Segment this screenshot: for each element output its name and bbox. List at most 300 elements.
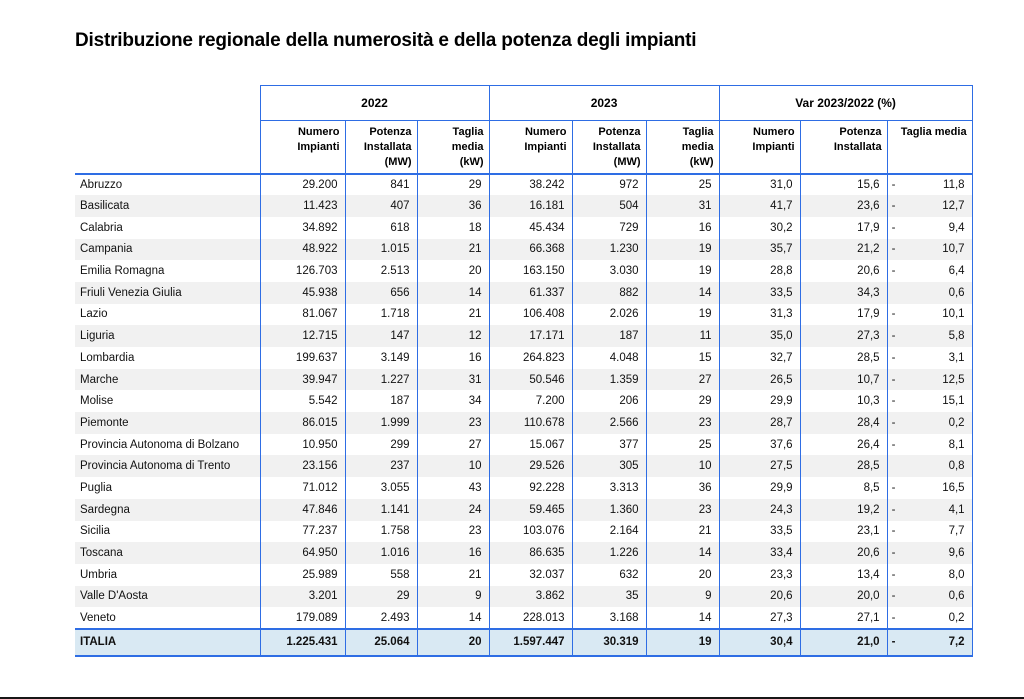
column-header-2022-1: Potenza Installata (MW) (345, 121, 417, 174)
value-cell: 21 (417, 239, 489, 261)
value-cell: 103.076 (489, 521, 572, 543)
value-cell: 10 (417, 455, 489, 477)
var-taglia-cell (887, 304, 972, 326)
value-cell: 25 (646, 434, 719, 456)
value-cell: 299 (345, 434, 417, 456)
value-cell: 29 (646, 390, 719, 412)
column-group-2022: 2022 (260, 86, 489, 121)
value-cell: 26,5 (719, 369, 800, 391)
table-row (75, 607, 972, 629)
var-taglia-cell (887, 217, 972, 239)
var-taglia-cell (887, 390, 972, 412)
value-cell: 25 (646, 174, 719, 196)
value-cell: 21 (646, 521, 719, 543)
value-cell: 2.164 (572, 521, 646, 543)
value-cell: 1.597.447 (489, 629, 572, 656)
value-cell: 29,9 (719, 390, 800, 412)
region-cell: Sicilia (80, 525, 111, 538)
table-row (75, 564, 972, 586)
value-cell: 26,4 (800, 434, 887, 456)
value-cell: 27,3 (719, 607, 800, 629)
negative-sign: - (891, 525, 896, 538)
column-header-2023-1: Potenza Installata (MW) (572, 121, 646, 174)
column-group-2023: 2023 (489, 86, 719, 121)
value-cell: 23 (646, 412, 719, 434)
value-cell: 305 (572, 455, 646, 477)
value-cell: 9 (646, 586, 719, 608)
value-cell: 17.171 (489, 325, 572, 347)
value-cell: 39.947 (260, 369, 345, 391)
value-cell: 1.230 (572, 239, 646, 261)
region-cell: Lombardia (80, 351, 135, 364)
table-body (75, 174, 972, 656)
value-cell: 34,3 (800, 282, 887, 304)
value-cell: 16.181 (489, 195, 572, 217)
value-cell: 92.228 (489, 477, 572, 499)
value-cell: 1.718 (345, 304, 417, 326)
value-cell: 10,7 (800, 369, 887, 391)
var-taglia-value: 15,1 (942, 395, 965, 408)
value-cell: 20 (417, 260, 489, 282)
value-cell: 27 (417, 434, 489, 456)
region-cell: Emilia Romagna (80, 265, 165, 278)
value-cell: 9 (417, 586, 489, 608)
value-cell: 16 (417, 542, 489, 564)
value-cell: 21 (417, 304, 489, 326)
value-cell: 37,6 (719, 434, 800, 456)
value-cell: 23 (417, 521, 489, 543)
value-cell: 28,4 (800, 412, 887, 434)
value-cell: 20 (417, 629, 489, 656)
value-cell: 20,0 (800, 586, 887, 608)
table-row (75, 239, 972, 261)
region-cell: Veneto (80, 611, 116, 624)
value-cell: 264.823 (489, 347, 572, 369)
value-cell: 32.037 (489, 564, 572, 586)
var-taglia-cell (887, 412, 972, 434)
value-cell: 20,6 (800, 542, 887, 564)
var-taglia-cell (887, 434, 972, 456)
var-taglia-value: 6,4 (948, 265, 965, 278)
value-cell: 25.064 (345, 629, 417, 656)
regional-distribution-table (75, 85, 973, 657)
value-cell: 12 (417, 325, 489, 347)
var-taglia-cell (887, 347, 972, 369)
table-row (75, 390, 972, 412)
value-cell: 206 (572, 390, 646, 412)
var-taglia-value: 0,6 (948, 286, 965, 299)
var-taglia-value: 0,8 (948, 460, 965, 473)
var-taglia-value: 3,1 (948, 351, 965, 364)
table-row (75, 217, 972, 239)
value-cell: 3.862 (489, 586, 572, 608)
value-cell: 126.703 (260, 260, 345, 282)
value-cell: 199.637 (260, 347, 345, 369)
value-cell: 1.016 (345, 542, 417, 564)
table-row (75, 586, 972, 608)
var-taglia-cell (887, 629, 972, 656)
distribution-table-wrap (75, 85, 973, 657)
value-cell: 33,4 (719, 542, 800, 564)
value-cell: 3.030 (572, 260, 646, 282)
value-cell: 59.465 (489, 499, 572, 521)
var-taglia-value: 0,2 (948, 416, 965, 429)
value-cell: 29 (417, 174, 489, 196)
region-cell: Puglia (80, 481, 112, 494)
value-cell: 50.546 (489, 369, 572, 391)
value-cell: 5.542 (260, 390, 345, 412)
value-cell: 3.168 (572, 607, 646, 629)
region-cell: Valle D'Aosta (75, 586, 260, 608)
var-taglia-cell (887, 586, 972, 608)
region-cell: Friuli Venezia Giulia (75, 282, 260, 304)
value-cell: 7.200 (489, 390, 572, 412)
value-cell: 29.526 (489, 455, 572, 477)
value-cell: 17,9 (800, 217, 887, 239)
value-cell: 1.360 (572, 499, 646, 521)
var-taglia-value: 16,5 (942, 481, 965, 494)
var-taglia-cell (887, 477, 972, 499)
negative-sign: - (891, 243, 896, 256)
value-cell: 882 (572, 282, 646, 304)
value-cell: 1.758 (345, 521, 417, 543)
value-cell: 377 (572, 434, 646, 456)
table-row (75, 477, 972, 499)
value-cell: 3.055 (345, 477, 417, 499)
value-cell: 14 (646, 607, 719, 629)
var-taglia-cell (887, 369, 972, 391)
value-cell: 25.989 (260, 564, 345, 586)
value-cell: 106.408 (489, 304, 572, 326)
region-cell: Piemonte (75, 412, 260, 434)
negative-sign: - (891, 221, 896, 234)
region-cell: Liguria (75, 325, 260, 347)
value-cell: 10.950 (260, 434, 345, 456)
var-taglia-value: 12,5 (942, 373, 965, 386)
value-cell: 30,4 (719, 629, 800, 656)
negative-sign: - (891, 503, 896, 516)
table-row (75, 521, 972, 543)
value-cell: 33,5 (719, 521, 800, 543)
column-group-var-2023-2022: Var 2023/2022 (%) (719, 86, 972, 121)
value-cell: 15,6 (800, 174, 887, 196)
value-cell: 10 (646, 455, 719, 477)
column-header-var-2023-2022-2: Taglia media (887, 121, 972, 174)
value-cell: 48.922 (260, 239, 345, 261)
value-cell: 237 (345, 455, 417, 477)
table-row (75, 282, 972, 304)
value-cell: 35,0 (719, 325, 800, 347)
value-cell: 656 (345, 282, 417, 304)
var-taglia-value: 10,1 (942, 308, 965, 321)
value-cell: 19,2 (800, 499, 887, 521)
region-cell: Calabria (80, 221, 123, 234)
value-cell: 14 (417, 282, 489, 304)
region-cell: Sardegna (75, 499, 260, 521)
value-cell: 86.635 (489, 542, 572, 564)
value-cell: 20,6 (719, 586, 800, 608)
var-taglia-value: 8,0 (948, 568, 965, 581)
var-taglia-cell (887, 282, 972, 304)
region-cell: Provincia Autonoma di Bolzano (80, 438, 240, 451)
column-header-2022-2: Taglia media (kW) (417, 121, 489, 174)
value-cell: 3.313 (572, 477, 646, 499)
var-taglia-value: 10,7 (942, 243, 965, 256)
table-row (75, 260, 972, 282)
value-cell: 61.337 (489, 282, 572, 304)
value-cell: 32,7 (719, 347, 800, 369)
var-taglia-cell (887, 260, 972, 282)
value-cell: 86.015 (260, 412, 345, 434)
value-cell: 972 (572, 174, 646, 196)
value-cell: 81.067 (260, 304, 345, 326)
value-cell: 24,3 (719, 499, 800, 521)
value-cell: 14 (646, 282, 719, 304)
negative-sign: - (891, 373, 896, 386)
value-cell: 12.715 (260, 325, 345, 347)
table-row (75, 347, 972, 369)
value-cell: 23,3 (719, 564, 800, 586)
value-cell: 28,5 (800, 455, 887, 477)
value-cell: 1.999 (345, 412, 417, 434)
value-cell: 28,5 (800, 347, 887, 369)
var-taglia-value: 9,6 (948, 547, 965, 560)
var-taglia-cell (887, 239, 972, 261)
var-taglia-value: 11,8 (943, 178, 965, 191)
value-cell: 11.423 (260, 195, 345, 217)
region-cell: Abruzzo (80, 178, 123, 191)
value-cell: 31,3 (719, 304, 800, 326)
value-cell: 21,2 (800, 239, 887, 261)
value-cell: 15.067 (489, 434, 572, 456)
var-taglia-value: 4,1 (948, 503, 965, 516)
value-cell: 19 (646, 239, 719, 261)
value-cell: 30,2 (719, 217, 800, 239)
value-cell: 27,5 (719, 455, 800, 477)
var-taglia-cell (887, 564, 972, 586)
negative-sign: - (891, 611, 896, 624)
var-taglia-value: 7,7 (948, 525, 965, 538)
value-cell: 28,8 (719, 260, 800, 282)
value-cell: 27,3 (800, 325, 887, 347)
var-taglia-value: 7,2 (948, 636, 965, 649)
column-header-2023-0: Numero Impianti (489, 121, 572, 174)
var-taglia-cell (887, 195, 972, 217)
value-cell: 31 (417, 369, 489, 391)
value-cell: 1.141 (345, 499, 417, 521)
table-row (75, 195, 972, 217)
value-cell: 2.513 (345, 260, 417, 282)
value-cell: 38.242 (489, 174, 572, 196)
region-cell: Campania (75, 239, 260, 261)
region-cell: Umbria (80, 568, 118, 581)
value-cell: 1.226 (572, 542, 646, 564)
var-taglia-value: 0,2 (948, 611, 965, 624)
value-cell: 17,9 (800, 304, 887, 326)
negative-sign: - (891, 308, 896, 321)
region-cell: ITALIA (75, 629, 260, 656)
var-taglia-value: 5,8 (948, 330, 965, 343)
negative-sign: - (891, 636, 896, 649)
var-taglia-cell (887, 607, 972, 629)
value-cell: 2.566 (572, 412, 646, 434)
value-cell: 27,1 (800, 607, 887, 629)
value-cell: 23 (646, 499, 719, 521)
negative-sign: - (891, 351, 896, 364)
value-cell: 23 (417, 412, 489, 434)
value-cell: 504 (572, 195, 646, 217)
var-taglia-cell (887, 174, 972, 196)
value-cell: 11 (646, 325, 719, 347)
var-taglia-value: 12,7 (942, 200, 965, 213)
table-row (75, 455, 972, 477)
column-header-var-2023-2022-0: Numero Impianti (719, 121, 800, 174)
value-cell: 8,5 (800, 477, 887, 499)
value-cell: 31,0 (719, 174, 800, 196)
value-cell: 1.015 (345, 239, 417, 261)
value-cell: 1.225.431 (260, 629, 345, 656)
negative-sign: - (891, 481, 896, 494)
value-cell: 19 (646, 304, 719, 326)
region-cell: Provincia Autonoma di Trento (75, 455, 260, 477)
value-cell: 24 (417, 499, 489, 521)
value-cell: 35 (572, 586, 646, 608)
value-cell: 407 (345, 195, 417, 217)
var-taglia-value: 9,4 (948, 221, 965, 234)
table-header (75, 86, 972, 174)
value-cell: 45.938 (260, 282, 345, 304)
column-header-2023-2: Taglia media (kW) (646, 121, 719, 174)
value-cell: 163.150 (489, 260, 572, 282)
value-cell: 21 (417, 564, 489, 586)
region-cell: Toscana (75, 542, 260, 564)
value-cell: 558 (345, 564, 417, 586)
table-row (75, 412, 972, 434)
region-cell: Marche (75, 369, 260, 391)
table-row (75, 542, 972, 564)
var-taglia-cell (887, 521, 972, 543)
value-cell: 31 (646, 195, 719, 217)
table-row (75, 325, 972, 347)
value-cell: 36 (646, 477, 719, 499)
value-cell: 841 (345, 174, 417, 196)
value-cell: 33,5 (719, 282, 800, 304)
page-title: Distribuzione regionale della numerosità e della potenza degli impianti (75, 30, 697, 51)
var-taglia-value: 8,1 (948, 438, 965, 451)
value-cell: 29,9 (719, 477, 800, 499)
value-cell: 23,1 (800, 521, 887, 543)
table-row (75, 369, 972, 391)
value-cell: 64.950 (260, 542, 345, 564)
table-row (75, 174, 972, 196)
value-cell: 1.227 (345, 369, 417, 391)
value-cell: 30.319 (572, 629, 646, 656)
region-cell: Lazio (80, 308, 108, 321)
value-cell: 632 (572, 564, 646, 586)
table-row (75, 499, 972, 521)
value-cell: 618 (345, 217, 417, 239)
value-cell: 23,6 (800, 195, 887, 217)
value-cell: 23.156 (260, 455, 345, 477)
value-cell: 187 (572, 325, 646, 347)
value-cell: 228.013 (489, 607, 572, 629)
value-cell: 110.678 (489, 412, 572, 434)
negative-sign: - (891, 568, 896, 581)
var-taglia-cell (887, 499, 972, 521)
table-row (75, 434, 972, 456)
negative-sign: - (891, 265, 896, 278)
value-cell: 77.237 (260, 521, 345, 543)
value-cell: 41,7 (719, 195, 800, 217)
value-cell: 16 (417, 347, 489, 369)
value-cell: 2.493 (345, 607, 417, 629)
negative-sign: - (891, 178, 896, 191)
value-cell: 3.201 (260, 586, 345, 608)
value-cell: 43 (417, 477, 489, 499)
header-group-row (75, 86, 972, 121)
value-cell: 47.846 (260, 499, 345, 521)
negative-sign: - (891, 590, 896, 603)
value-cell: 21,0 (800, 629, 887, 656)
negative-sign: - (891, 330, 896, 343)
var-taglia-cell (887, 542, 972, 564)
value-cell: 179.089 (260, 607, 345, 629)
value-cell: 187 (345, 390, 417, 412)
value-cell: 34.892 (260, 217, 345, 239)
value-cell: 19 (646, 260, 719, 282)
value-cell: 20 (646, 564, 719, 586)
value-cell: 4.048 (572, 347, 646, 369)
negative-sign: - (891, 200, 896, 213)
column-header-var-2023-2022-1: Potenza Installata (800, 121, 887, 174)
value-cell: 10,3 (800, 390, 887, 412)
value-cell: 14 (646, 542, 719, 564)
value-cell: 71.012 (260, 477, 345, 499)
value-cell: 1.359 (572, 369, 646, 391)
value-cell: 3.149 (345, 347, 417, 369)
negative-sign: - (891, 547, 896, 560)
value-cell: 27 (646, 369, 719, 391)
var-taglia-cell (887, 325, 972, 347)
value-cell: 16 (646, 217, 719, 239)
value-cell: 28,7 (719, 412, 800, 434)
value-cell: 147 (345, 325, 417, 347)
value-cell: 66.368 (489, 239, 572, 261)
value-cell: 18 (417, 217, 489, 239)
value-cell: 729 (572, 217, 646, 239)
table-row (75, 304, 972, 326)
var-taglia-value: 0,6 (948, 590, 965, 603)
value-cell: 14 (417, 607, 489, 629)
value-cell: 29 (345, 586, 417, 608)
negative-sign: - (891, 416, 896, 429)
negative-sign: - (891, 395, 896, 408)
value-cell: 36 (417, 195, 489, 217)
value-cell: 34 (417, 390, 489, 412)
region-header-cell (75, 86, 260, 174)
region-cell: Basilicata (75, 195, 260, 217)
value-cell: 19 (646, 629, 719, 656)
value-cell: 15 (646, 347, 719, 369)
var-taglia-cell (887, 455, 972, 477)
value-cell: 45.434 (489, 217, 572, 239)
negative-sign: - (891, 438, 896, 451)
region-cell: Molise (80, 395, 114, 408)
total-row (75, 629, 972, 656)
value-cell: 20,6 (800, 260, 887, 282)
value-cell: 35,7 (719, 239, 800, 261)
value-cell: 29.200 (260, 174, 345, 196)
